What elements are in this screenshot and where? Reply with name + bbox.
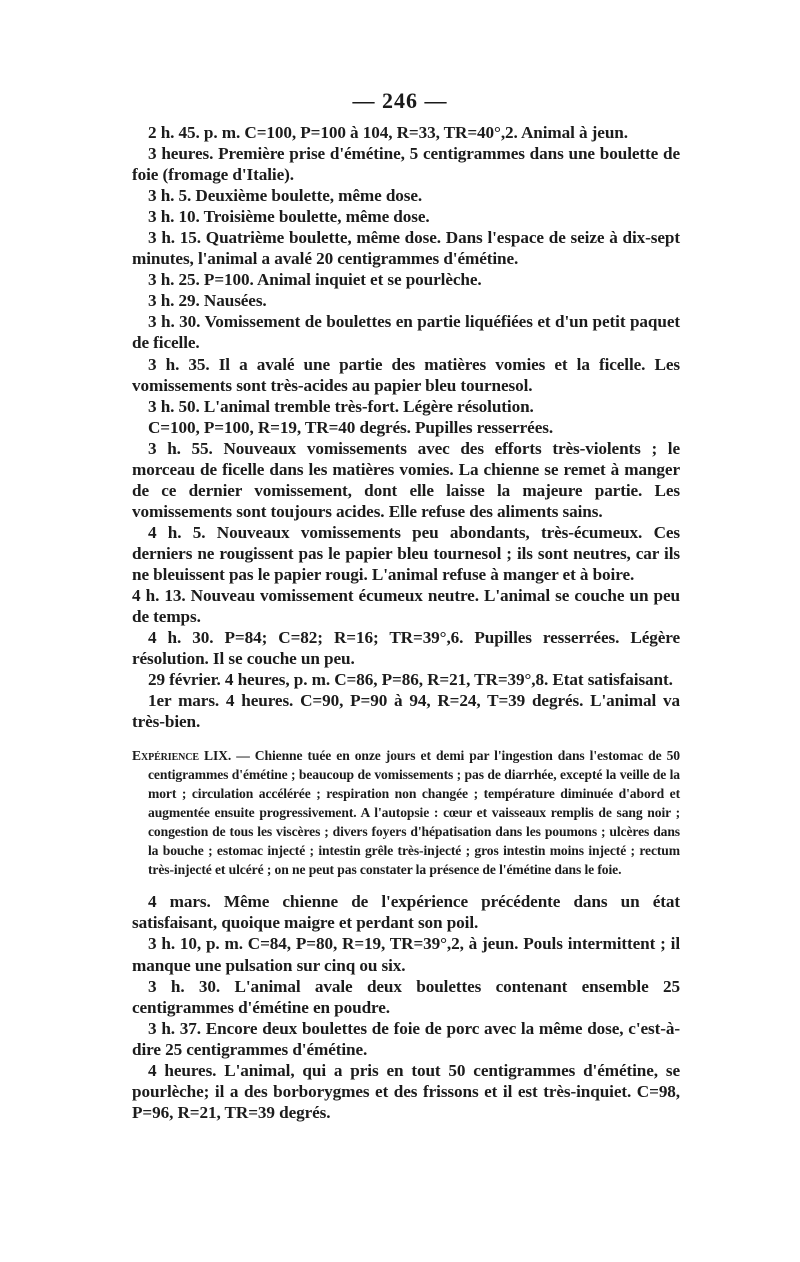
log-entry: 3 h. 30. L'animal avale deux boulettes contenant ensemble 25 centigrammes d'émétine en poudre.	[132, 976, 680, 1017]
log-entry: 3 h. 55. Nouveaux vomissements avec des efforts très-violents ; le morceau de ficelle dans les matières vomies. La chienne se remet à manger de ce dernier vomissement, dont elle laisse la majeure partie. Les vomissements sont toujours acides. Elle refuse des aliments sains.	[132, 438, 680, 521]
log-entry: 3 h. 5. Deuxième boulette, même dose.	[148, 186, 423, 206]
log-entry: 1er mars. 4 heures. C=90, P=90 à 94, R=24, T=39 degrés. L'animal va très-bien.	[132, 691, 680, 732]
page-body	[132, 122, 680, 1123]
experiment-log-continued	[132, 891, 680, 1123]
log-entry: 4 h. 30. P=84; C=82; R=16; TR=39°,6. Pupilles resserrées. Légère résolution. Il se couche un peu.	[132, 628, 680, 669]
log-entry: 3 h. 15. Quatrième boulette, même dose. Dans l'espace de seize à dix-sept minutes, l'animal a avalé 20 centigrammes d'émétine.	[132, 228, 680, 269]
experiment-summary-paragraph	[132, 746, 680, 879]
log-entry: 3 h. 10, p. m. C=84, P=80, R=19, TR=39°,2, à jeun. Pouls intermittent ; il manque une pulsation sur cinq ou six.	[132, 934, 680, 975]
log-entry: 4 heures. L'animal, qui a pris en tout 50 centigrammes d'émétine, se pourlèche; il a des borborygmes et des frissons et il est très-inquiet. C=98, P=96, R=21, TR=39 degrés.	[132, 1060, 680, 1122]
log-entry: 3 h. 50. L'animal tremble très-fort. Légère résolution.	[148, 396, 534, 416]
log-entry: 3 h. 35. Il a avalé une partie des matières vomies et la ficelle. Les vomissements sont très-acides au papier bleu tournesol.	[132, 354, 680, 395]
log-entry: 2 h. 45. p. m. C=100, P=100 à 104, R=33, TR=40°,2. Animal à jeun.	[148, 123, 628, 142]
experiment-label: Expérience LIX.	[132, 748, 232, 764]
log-entry: 3 heures. Première prise d'émétine, 5 centigrammes dans une boulette de foie (fromage d'Italie).	[132, 144, 680, 185]
log-entry: 3 h. 30. Vomissement de boulettes en partie liquéfiées et d'un petit paquet de ficelle.	[132, 312, 680, 353]
log-entry: 4 h. 5. Nouveaux vomissements peu abondants, très-écumeux. Ces derniers ne rougissent pas le papier bleu tournesol ; ils sont neutres, car ils ne bleuissent pas le papier rougi. L'animal refuse à manger et à boire.	[132, 522, 680, 584]
log-entry: C=100, P=100, R=19, TR=40 degrés. Pupilles resserrées.	[148, 417, 554, 437]
log-entry: 3 h. 37. Encore deux boulettes de foie de porc avec la même dose, c'est-à-dire 25 centigrammes d'émétine.	[132, 1018, 680, 1059]
experiment-summary-text: — Chienne tuée en onze jours et demi par l'ingestion dans l'estomac de 50 centigrammes d'émétine ; beaucoup de vomissements ; pas de diarrhée, excepté la veille de la mort ; circulation accélérée ; respiration non changée ; température diminuée d'abord et augmentée ensuite progressivement. A l'autopsie : cœur et vaisseaux remplis de sang noir ; congestion de tous les viscères ; divers foyers d'hépatisation dans les poumons ; ulcères dans la bouche ; estomac injecté ; intestin grêle très-injecté ; gros intestin moins injecté ; rectum très-injecté et ulcéré ; on ne peut pas constater la présence de l'émétine dans le foie.	[148, 748, 680, 878]
log-entry: 29 février. 4 heures, p. m. C=86, P=86, R=21, TR=39°,8. Etat satisfaisant.	[148, 670, 673, 690]
log-entry: 3 h. 29. Nausées.	[148, 291, 267, 311]
experiment-log	[132, 122, 680, 732]
page-number: — 246 —	[352, 88, 448, 113]
log-entry: 3 h. 25. P=100. Animal inquiet et se pourlèche.	[148, 270, 482, 290]
log-entry: 4 h. 13. Nouveau vomissement écumeux neutre. L'animal se couche un peu de temps.	[132, 586, 680, 627]
log-entry: 4 mars. Même chienne de l'expérience précédente dans un état satisfaisant, quoique maigre et perdant son poil.	[132, 892, 680, 933]
experiment-summary	[132, 746, 680, 879]
log-entry: 3 h. 10. Troisième boulette, même dose.	[148, 207, 430, 227]
